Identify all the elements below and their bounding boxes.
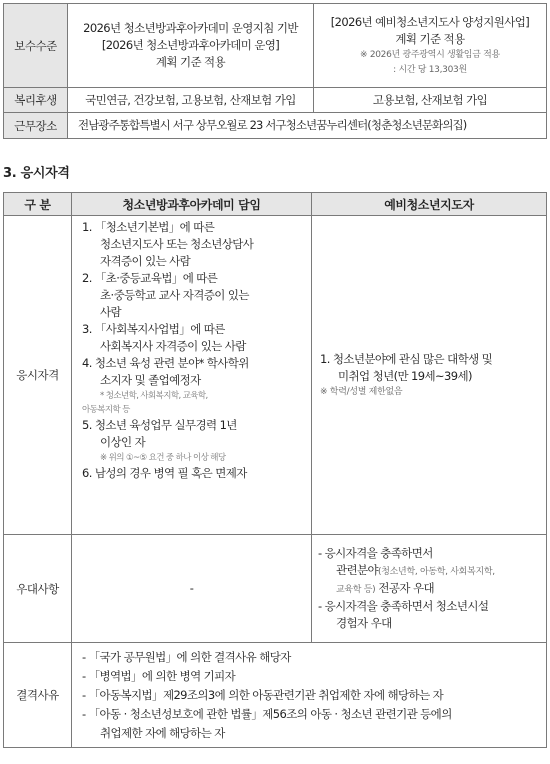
list-item: 이상인 자 [100,435,146,449]
welfare-trainee: 고용보험, 산재보험 가입 [314,88,547,113]
pay-academy-line: 계획 기준 적용 [155,55,226,69]
list-note: ※ 학력/성별 제한없음 [320,386,403,397]
pay-academy [68,4,314,88]
pay-trainee-line: [2026년 예비청소년지도사 양성지원사업] [330,14,530,29]
pay-label: 보수수준 [4,4,68,88]
preference-academy: - [72,535,312,643]
list-item: 경험자 우대 [336,616,392,630]
pay-trainee [314,4,547,88]
list-item: 1. 청소년분야에 관심 많은 대학생 및 [320,351,493,366]
list-item [318,562,546,580]
welfare-academy: 국민연금, 건강보험, 고용보험, 산재보험 가입 [68,88,314,113]
qualification-academy [72,216,312,535]
list-item: 3. 「사회복지사업법」에 따른 [82,322,225,336]
list-note: ※ 위의 ①~⑤ 요건 중 하나 이상 해당 [100,453,226,463]
list-note: 아동복지학 등 [82,405,130,415]
header-trainee: 예비청소년지도자 [312,193,547,216]
employment-conditions-table [3,3,547,139]
list-item [318,580,546,598]
header-academy: 청소년방과후아카데미 담임 [72,193,312,216]
list-item: - 「아동복지법」제29조의3에 의한 아동관련기관 취업제한 자에 해당하는 자 [82,687,444,702]
list-item: 미취업 청년(만 19세~39세) [338,368,472,383]
list-item: 4. 청소년 육성 관련 분야* 학사학위 [82,356,249,370]
list-item: - 응시자격을 충족하면서 청소년시설 [318,599,489,613]
list-item: - 「아동 · 청소년성보호에 관한 법률」제56조의 아동 · 청소년 관련기관 등에의 [82,706,452,721]
workplace-value: 전남광주통합특별시 서구 상무오월로 23 서구청소년꿈누리센터(청춘청소년문화의집) [68,113,547,139]
list-item: 청소년지도사 또는 청소년상담사 [100,237,254,251]
preference-label: 우대사항 [4,535,72,643]
list-item: 2. 「초·중등교육법」에 따른 [82,271,218,285]
preference-field: 관련분야 [336,563,379,577]
list-item: - 「국가 공무원법」에 의한 결격사유 해당자 [82,649,291,664]
disqualification-items [72,643,547,748]
list-note: * 청소년학, 사회복지학, 교육학, [100,391,208,401]
header-category: 구 분 [4,193,72,216]
list-item: 소지자 및 졸업예정자 [100,373,201,387]
qualification-table [3,192,547,748]
qualification-label: 응시자격 [4,216,72,535]
preference-field-note: 교육학 등) [336,585,376,595]
pay-trainee-rate: : 시간 당 13,303원 [393,64,467,75]
disqualification-label: 결격사유 [4,643,72,748]
list-item: 취업제한 자에 해당하는 자 [100,725,225,740]
pay-trainee-note: ※ 2026년 광주광역시 생활임금 적용 [360,49,500,60]
qualification-trainee [312,216,547,535]
list-item: - 「병역법」에 의한 병역 기피자 [82,668,236,683]
preference-field: 전공자 우대 [375,581,435,595]
workplace-label: 근무장소 [4,113,68,139]
preference-field-note: (청소년학, 아동학, 사회복지학, [378,567,495,577]
section-title: 3. 응시자격 [3,166,70,181]
list-item: 1. 「청소년기본법」에 따른 [82,220,215,234]
list-item: 6. 남성의 경우 병역 필 혹은 면제자 [82,466,247,480]
welfare-label: 복리후생 [4,88,68,113]
pay-academy-line: [2026년 청소년방과후아카데미 운영] [101,38,280,52]
list-item: 사람 [100,305,122,319]
list-item: 사회복지사 자격증이 있는 사람 [100,339,246,353]
list-item: 자격증이 있는 사람 [100,254,191,268]
list-item: 초·중등학교 교사 자격증이 있는 [100,288,249,302]
pay-academy-line: 2026년 청소년방과후아카데미 운영지침 기반 [83,21,298,35]
list-item: 5. 청소년 육성업무 실무경력 1년 [82,418,237,432]
list-item: - 응시자격을 충족하면서 [318,546,433,560]
pay-trainee-line: 계획 기준 적용 [395,31,465,46]
preference-trainee [312,535,547,643]
